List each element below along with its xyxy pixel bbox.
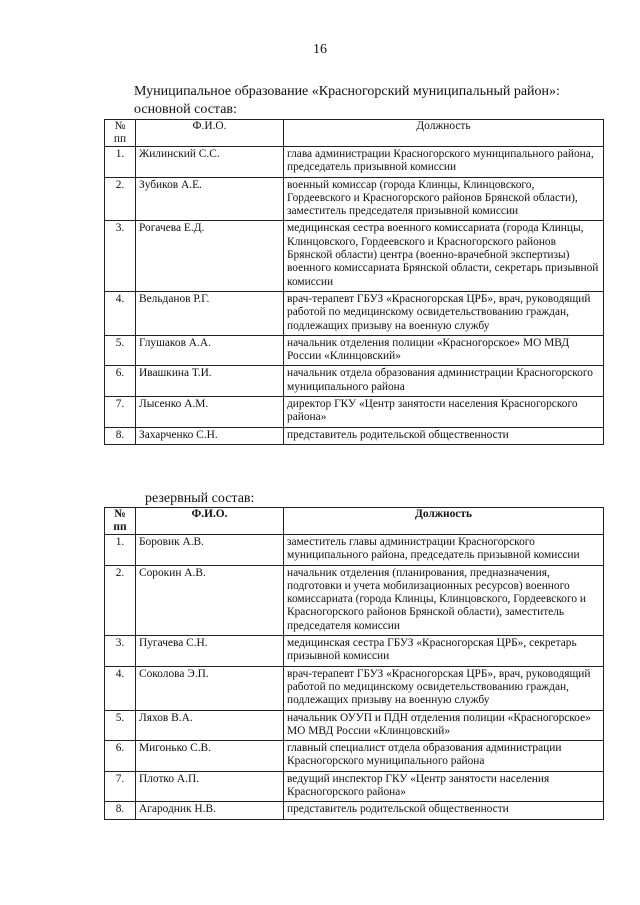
row-number: 1. (105, 147, 136, 178)
member-position: военный комиссар (города Клинцы, Клинцовского, Гордеевского и Красногорского районов Брянской области), заместитель председателя призывной комиссии (284, 177, 604, 221)
table-row (105, 177, 604, 221)
member-position: начальник ОУУП и ПДН отделения полиции «Красногорское» МО МВД России «Клинцовский» (284, 710, 604, 741)
row-number: 5. (105, 335, 136, 366)
table-row (105, 535, 604, 566)
member-name: Плотко А.П. (136, 771, 284, 802)
row-number: 8. (105, 427, 136, 444)
member-name: Зубиков А.Е. (136, 177, 284, 221)
member-name: Глушаков А.А. (136, 335, 284, 366)
member-position: начальник отделения (планирования, предназначения, подготовки и учета мобилизационных ресурсов) военного комиссариата (города Клинцы, Клинцовского, Гордеевского и Красногорского районов Брянской области), заместитель председателя комиссии (284, 565, 604, 635)
column-header-position: Должность (284, 120, 604, 147)
table-row (105, 427, 604, 444)
member-position: глава администрации Красногорского муниципального района, председатель призывной комиссии (284, 147, 604, 178)
member-position: врач-терапевт ГБУЗ «Красногорская ЦРБ», врач, руководящий работой по медицинскому освидетельствованию граждан, подлежащих призыву на военную службу (284, 291, 604, 335)
table-row (105, 147, 604, 178)
row-number: 7. (105, 771, 136, 802)
main-roster-table (104, 119, 604, 445)
table-row (105, 366, 604, 397)
column-header-name: Ф.И.О. (136, 120, 284, 147)
member-position: медицинская сестра военного комиссариата (города Клинцы, Клинцовского, Гордеевского и Красногорского районов Брянской области) центра (военно-врачебной экспертизы) военного комиссариата Брянской области, секретарь призывной комиссии (284, 221, 604, 291)
member-name: Лысенко А.М. (136, 397, 284, 428)
member-name: Агародник Н.В. (136, 802, 284, 819)
member-position: врач-терапевт ГБУЗ «Красногорская ЦРБ», врач, руководящий работой по медицинскому освидетельствованию граждан, подлежащих призыву на военную службу (284, 666, 604, 710)
reserve-roster-table (104, 507, 604, 820)
table-header-row (105, 508, 604, 535)
section-heading: Муниципальное образование «Красногорский муниципальный район»: (134, 84, 560, 99)
column-header-name: Ф.И.О. (136, 508, 284, 535)
row-number: 7. (105, 397, 136, 428)
member-name: Пугачева С.Н. (136, 636, 284, 667)
member-name: Мигонько С.В. (136, 741, 284, 772)
member-name: Захарченко С.Н. (136, 427, 284, 444)
member-position: начальник отдела образования администрации Красногорского муниципального района (284, 366, 604, 397)
member-name: Соколова Э.П. (136, 666, 284, 710)
table-row (105, 741, 604, 772)
table-header-row (105, 120, 604, 147)
column-header-number: № пп (105, 120, 136, 147)
page-number: 16 (313, 42, 327, 57)
member-position: представитель родительской общественности (284, 427, 604, 444)
row-number: 8. (105, 802, 136, 819)
row-number: 3. (105, 221, 136, 291)
table-row (105, 636, 604, 667)
main-roster-subtitle: основной состав: (134, 102, 237, 117)
member-position: главный специалист отдела образования администрации Красногорского муниципального района (284, 741, 604, 772)
row-number: 2. (105, 177, 136, 221)
table-row (105, 221, 604, 291)
row-number: 2. (105, 565, 136, 635)
member-name: Сорокин А.В. (136, 565, 284, 635)
row-number: 3. (105, 636, 136, 667)
table-row (105, 397, 604, 428)
row-number: 1. (105, 535, 136, 566)
row-number: 4. (105, 291, 136, 335)
reserve-roster-subtitle: резервный состав: (145, 491, 255, 506)
table-row (105, 666, 604, 710)
column-header-number: № пп (105, 508, 136, 535)
member-name: Жилинский С.С. (136, 147, 284, 178)
member-position: ведущий инспектор ГКУ «Центр занятости населения Красногорского района» (284, 771, 604, 802)
table-row (105, 291, 604, 335)
row-number: 4. (105, 666, 136, 710)
member-name: Ивашкина Т.И. (136, 366, 284, 397)
member-position: начальник отделения полиции «Красногорское» МО МВД России «Клинцовский» (284, 335, 604, 366)
row-number: 6. (105, 366, 136, 397)
row-number: 6. (105, 741, 136, 772)
table-row (105, 710, 604, 741)
member-position: заместитель главы администрации Красногорского муниципального района, председатель призывной комиссии (284, 535, 604, 566)
member-position: представитель родительской общественности (284, 802, 604, 819)
column-header-position: Должность (284, 508, 604, 535)
member-name: Вельданов Р.Г. (136, 291, 284, 335)
member-position: медицинская сестра ГБУЗ «Красногорская ЦРБ», секретарь призывной комиссии (284, 636, 604, 667)
table-row (105, 335, 604, 366)
table-row (105, 771, 604, 802)
table-row (105, 565, 604, 635)
member-position: директор ГКУ «Центр занятости населения Красногорского района» (284, 397, 604, 428)
row-number: 5. (105, 710, 136, 741)
member-name: Боровик А.В. (136, 535, 284, 566)
member-name: Рогачева Е.Д. (136, 221, 284, 291)
table-row (105, 802, 604, 819)
member-name: Ляхов В.А. (136, 710, 284, 741)
